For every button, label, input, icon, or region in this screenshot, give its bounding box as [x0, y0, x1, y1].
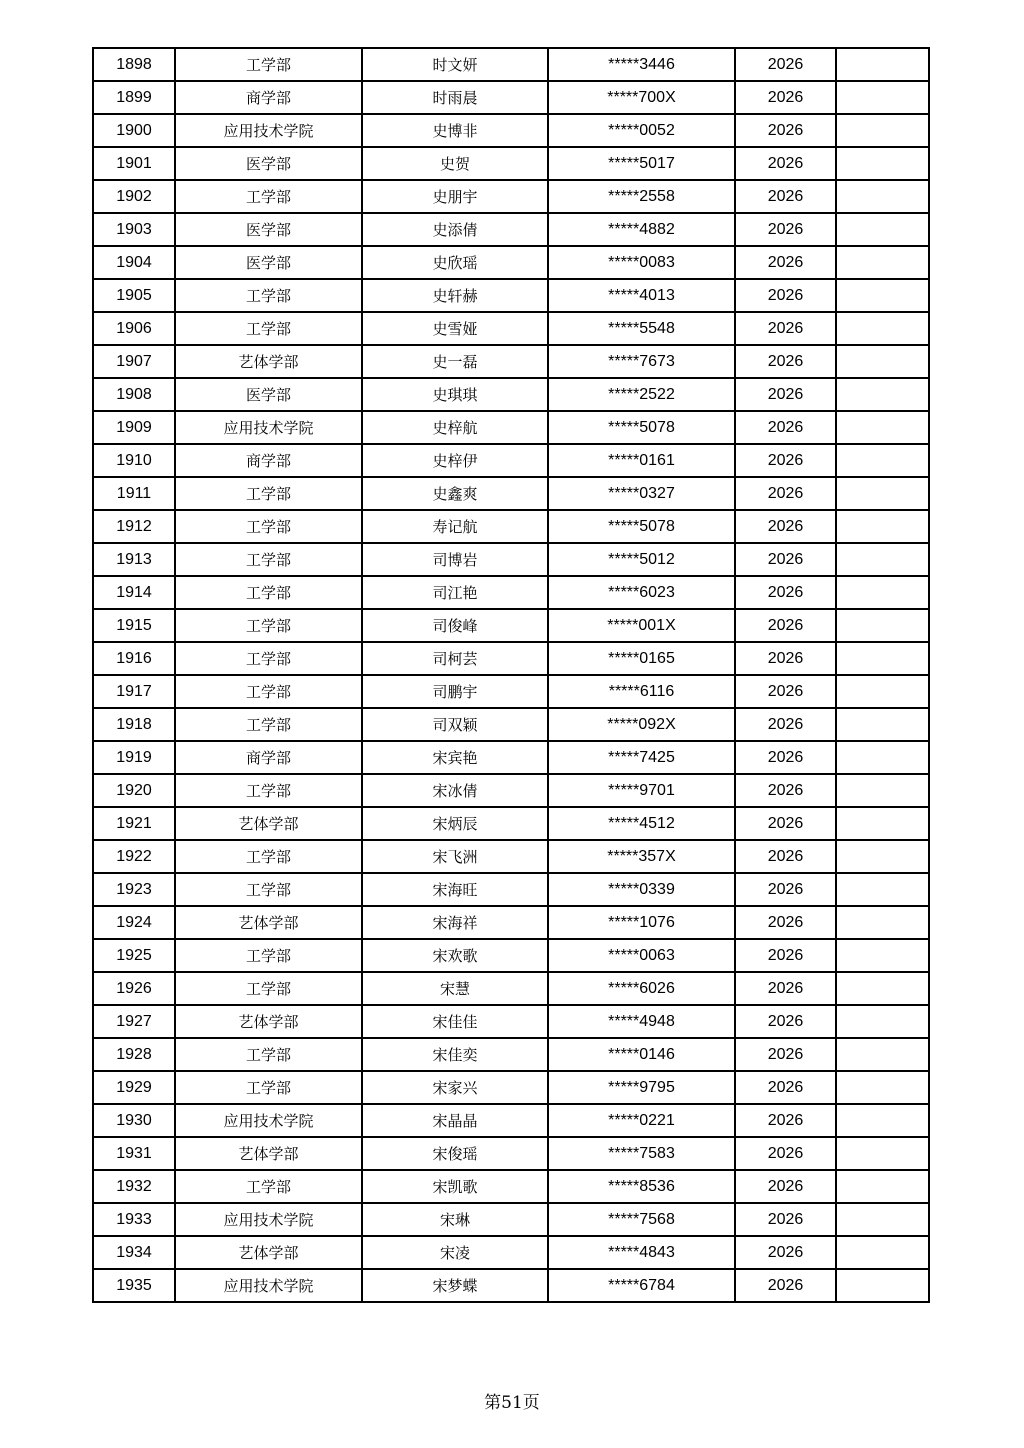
department-cell: 医学部: [175, 246, 362, 279]
department-cell: 医学部: [175, 378, 362, 411]
student-name-cell: 宋佳佳: [362, 1005, 548, 1038]
table-row: [93, 1269, 929, 1302]
year-cell: 2026: [735, 1236, 836, 1269]
table-row: [93, 642, 929, 675]
table-body: [93, 48, 929, 1302]
row-number-cell: 1904: [93, 246, 175, 279]
department-cell: 商学部: [175, 741, 362, 774]
student-name-cell: 史雪娅: [362, 312, 548, 345]
masked-id-cell: *****001X: [548, 609, 735, 642]
remarks-cell: [836, 510, 929, 543]
student-name-cell: 史一磊: [362, 345, 548, 378]
masked-id-cell: *****0161: [548, 444, 735, 477]
student-name-cell: 史博非: [362, 114, 548, 147]
row-number-cell: 1914: [93, 576, 175, 609]
table-row: [93, 312, 929, 345]
student-name-cell: 寿记航: [362, 510, 548, 543]
department-cell: 工学部: [175, 642, 362, 675]
department-cell: 工学部: [175, 939, 362, 972]
row-number-cell: 1908: [93, 378, 175, 411]
row-number-cell: 1930: [93, 1104, 175, 1137]
masked-id-cell: *****6116: [548, 675, 735, 708]
remarks-cell: [836, 1269, 929, 1302]
table-row: [93, 1137, 929, 1170]
row-number-cell: 1918: [93, 708, 175, 741]
remarks-cell: [836, 48, 929, 81]
table-row: [93, 48, 929, 81]
department-cell: 艺体学部: [175, 1236, 362, 1269]
student-name-cell: 宋俊瑶: [362, 1137, 548, 1170]
department-cell: 工学部: [175, 708, 362, 741]
student-name-cell: 宋慧: [362, 972, 548, 1005]
masked-id-cell: *****0327: [548, 477, 735, 510]
remarks-cell: [836, 1005, 929, 1038]
masked-id-cell: *****357X: [548, 840, 735, 873]
table-row: [93, 873, 929, 906]
row-number-cell: 1920: [93, 774, 175, 807]
year-cell: 2026: [735, 81, 836, 114]
row-number-cell: 1932: [93, 1170, 175, 1203]
row-number-cell: 1919: [93, 741, 175, 774]
row-number-cell: 1906: [93, 312, 175, 345]
year-cell: 2026: [735, 675, 836, 708]
student-name-cell: 时雨晨: [362, 81, 548, 114]
row-number-cell: 1903: [93, 213, 175, 246]
remarks-cell: [836, 1137, 929, 1170]
masked-id-cell: *****3446: [548, 48, 735, 81]
student-name-cell: 宋欢歌: [362, 939, 548, 972]
remarks-cell: [836, 180, 929, 213]
row-number-cell: 1921: [93, 807, 175, 840]
table-row: [93, 939, 929, 972]
row-number-cell: 1917: [93, 675, 175, 708]
row-number-cell: 1931: [93, 1137, 175, 1170]
remarks-cell: [836, 114, 929, 147]
row-number-cell: 1926: [93, 972, 175, 1005]
masked-id-cell: *****4843: [548, 1236, 735, 1269]
table-row: [93, 510, 929, 543]
masked-id-cell: *****5012: [548, 543, 735, 576]
department-cell: 工学部: [175, 1038, 362, 1071]
student-name-cell: 史梓航: [362, 411, 548, 444]
year-cell: 2026: [735, 972, 836, 1005]
remarks-cell: [836, 477, 929, 510]
department-cell: 艺体学部: [175, 807, 362, 840]
remarks-cell: [836, 1071, 929, 1104]
remarks-cell: [836, 675, 929, 708]
student-name-cell: 史轩赫: [362, 279, 548, 312]
masked-id-cell: *****2522: [548, 378, 735, 411]
row-number-cell: 1934: [93, 1236, 175, 1269]
year-cell: 2026: [735, 378, 836, 411]
remarks-cell: [836, 279, 929, 312]
department-cell: 工学部: [175, 972, 362, 1005]
row-number-cell: 1907: [93, 345, 175, 378]
row-number-cell: 1925: [93, 939, 175, 972]
year-cell: 2026: [735, 279, 836, 312]
remarks-cell: [836, 576, 929, 609]
masked-id-cell: *****7568: [548, 1203, 735, 1236]
table-row: [93, 1038, 929, 1071]
department-cell: 医学部: [175, 213, 362, 246]
student-name-cell: 司双颖: [362, 708, 548, 741]
remarks-cell: [836, 642, 929, 675]
year-cell: 2026: [735, 411, 836, 444]
department-cell: 应用技术学院: [175, 114, 362, 147]
year-cell: 2026: [735, 114, 836, 147]
year-cell: 2026: [735, 741, 836, 774]
department-cell: 工学部: [175, 1071, 362, 1104]
table-row: [93, 807, 929, 840]
student-name-cell: 宋琳: [362, 1203, 548, 1236]
remarks-cell: [836, 906, 929, 939]
masked-id-cell: *****7583: [548, 1137, 735, 1170]
masked-id-cell: *****0063: [548, 939, 735, 972]
student-name-cell: 司柯芸: [362, 642, 548, 675]
remarks-cell: [836, 411, 929, 444]
student-name-cell: 宋家兴: [362, 1071, 548, 1104]
row-number-cell: 1923: [93, 873, 175, 906]
masked-id-cell: *****6023: [548, 576, 735, 609]
student-name-cell: 史梓伊: [362, 444, 548, 477]
year-cell: 2026: [735, 873, 836, 906]
remarks-cell: [836, 444, 929, 477]
year-cell: 2026: [735, 708, 836, 741]
row-number-cell: 1916: [93, 642, 175, 675]
row-number-cell: 1913: [93, 543, 175, 576]
row-number-cell: 1900: [93, 114, 175, 147]
row-number-cell: 1898: [93, 48, 175, 81]
table-row: [93, 609, 929, 642]
student-name-cell: 宋晶晶: [362, 1104, 548, 1137]
year-cell: 2026: [735, 642, 836, 675]
student-name-cell: 宋飞洲: [362, 840, 548, 873]
row-number-cell: 1928: [93, 1038, 175, 1071]
row-number-cell: 1935: [93, 1269, 175, 1302]
remarks-cell: [836, 1038, 929, 1071]
remarks-cell: [836, 873, 929, 906]
table-row: [93, 675, 929, 708]
row-number-cell: 1924: [93, 906, 175, 939]
student-name-cell: 宋佳奕: [362, 1038, 548, 1071]
masked-id-cell: *****6784: [548, 1269, 735, 1302]
remarks-cell: [836, 939, 929, 972]
table-row: [93, 741, 929, 774]
year-cell: 2026: [735, 48, 836, 81]
student-name-cell: 司鹏宇: [362, 675, 548, 708]
student-name-cell: 司江艳: [362, 576, 548, 609]
remarks-cell: [836, 1203, 929, 1236]
year-cell: 2026: [735, 477, 836, 510]
remarks-cell: [836, 543, 929, 576]
masked-id-cell: *****5078: [548, 510, 735, 543]
row-number-cell: 1915: [93, 609, 175, 642]
table-row: [93, 840, 929, 873]
row-number-cell: 1922: [93, 840, 175, 873]
masked-id-cell: *****7673: [548, 345, 735, 378]
student-name-cell: 史鑫爽: [362, 477, 548, 510]
student-name-cell: 司博岩: [362, 543, 548, 576]
table-row: [93, 1170, 929, 1203]
student-name-cell: 宋凯歌: [362, 1170, 548, 1203]
masked-id-cell: *****1076: [548, 906, 735, 939]
department-cell: 工学部: [175, 1170, 362, 1203]
remarks-cell: [836, 345, 929, 378]
table-row: [93, 279, 929, 312]
table-row: [93, 774, 929, 807]
masked-id-cell: *****9701: [548, 774, 735, 807]
department-cell: 艺体学部: [175, 906, 362, 939]
table-row: [93, 1203, 929, 1236]
year-cell: 2026: [735, 444, 836, 477]
year-cell: 2026: [735, 1071, 836, 1104]
year-cell: 2026: [735, 510, 836, 543]
year-cell: 2026: [735, 246, 836, 279]
department-cell: 工学部: [175, 873, 362, 906]
masked-id-cell: *****9795: [548, 1071, 735, 1104]
student-name-cell: 宋宾艳: [362, 741, 548, 774]
table-row: [93, 1005, 929, 1038]
masked-id-cell: *****0052: [548, 114, 735, 147]
masked-id-cell: *****0165: [548, 642, 735, 675]
student-name-cell: 宋炳辰: [362, 807, 548, 840]
masked-id-cell: *****5548: [548, 312, 735, 345]
masked-id-cell: *****0083: [548, 246, 735, 279]
remarks-cell: [836, 609, 929, 642]
table-row: [93, 114, 929, 147]
remarks-cell: [836, 741, 929, 774]
table-row: [93, 378, 929, 411]
department-cell: 艺体学部: [175, 345, 362, 378]
year-cell: 2026: [735, 576, 836, 609]
row-number-cell: 1912: [93, 510, 175, 543]
year-cell: 2026: [735, 1203, 836, 1236]
department-cell: 艺体学部: [175, 1005, 362, 1038]
year-cell: 2026: [735, 213, 836, 246]
masked-id-cell: *****5078: [548, 411, 735, 444]
student-name-cell: 时文妍: [362, 48, 548, 81]
table-row: [93, 1104, 929, 1137]
student-name-cell: 宋凌: [362, 1236, 548, 1269]
student-name-cell: 宋冰倩: [362, 774, 548, 807]
student-name-cell: 宋海旺: [362, 873, 548, 906]
masked-id-cell: *****4948: [548, 1005, 735, 1038]
department-cell: 工学部: [175, 576, 362, 609]
year-cell: 2026: [735, 840, 836, 873]
remarks-cell: [836, 774, 929, 807]
masked-id-cell: *****4512: [548, 807, 735, 840]
masked-id-cell: *****0339: [548, 873, 735, 906]
year-cell: 2026: [735, 609, 836, 642]
page-number: 第51页: [484, 1393, 540, 1413]
table-row: [93, 906, 929, 939]
department-cell: 工学部: [175, 774, 362, 807]
student-name-cell: 宋海祥: [362, 906, 548, 939]
year-cell: 2026: [735, 1005, 836, 1038]
year-cell: 2026: [735, 1137, 836, 1170]
student-list-table-container: [92, 47, 928, 1303]
table-row: [93, 411, 929, 444]
student-name-cell: 司俊峰: [362, 609, 548, 642]
department-cell: 工学部: [175, 840, 362, 873]
masked-id-cell: *****2558: [548, 180, 735, 213]
year-cell: 2026: [735, 312, 836, 345]
student-name-cell: 史欣瑶: [362, 246, 548, 279]
department-cell: 艺体学部: [175, 1137, 362, 1170]
table-row: [93, 180, 929, 213]
department-cell: 工学部: [175, 279, 362, 312]
department-cell: 医学部: [175, 147, 362, 180]
row-number-cell: 1910: [93, 444, 175, 477]
remarks-cell: [836, 1170, 929, 1203]
table-row: [93, 708, 929, 741]
remarks-cell: [836, 246, 929, 279]
year-cell: 2026: [735, 180, 836, 213]
student-name-cell: 宋梦蝶: [362, 1269, 548, 1302]
year-cell: 2026: [735, 543, 836, 576]
year-cell: 2026: [735, 939, 836, 972]
department-cell: 工学部: [175, 543, 362, 576]
department-cell: 应用技术学院: [175, 411, 362, 444]
masked-id-cell: *****5017: [548, 147, 735, 180]
masked-id-cell: *****6026: [548, 972, 735, 1005]
remarks-cell: [836, 840, 929, 873]
year-cell: 2026: [735, 1269, 836, 1302]
student-list-table: [92, 47, 930, 1303]
remarks-cell: [836, 1236, 929, 1269]
year-cell: 2026: [735, 345, 836, 378]
table-row: [93, 477, 929, 510]
department-cell: 工学部: [175, 312, 362, 345]
department-cell: 工学部: [175, 477, 362, 510]
table-row: [93, 1071, 929, 1104]
masked-id-cell: *****4882: [548, 213, 735, 246]
department-cell: 商学部: [175, 444, 362, 477]
masked-id-cell: *****0146: [548, 1038, 735, 1071]
remarks-cell: [836, 81, 929, 114]
year-cell: 2026: [735, 1170, 836, 1203]
student-name-cell: 史琪琪: [362, 378, 548, 411]
masked-id-cell: *****092X: [548, 708, 735, 741]
row-number-cell: 1929: [93, 1071, 175, 1104]
remarks-cell: [836, 147, 929, 180]
table-row: [93, 81, 929, 114]
remarks-cell: [836, 807, 929, 840]
table-row: [93, 246, 929, 279]
remarks-cell: [836, 1104, 929, 1137]
department-cell: 应用技术学院: [175, 1104, 362, 1137]
table-row: [93, 147, 929, 180]
department-cell: 工学部: [175, 675, 362, 708]
year-cell: 2026: [735, 1104, 836, 1137]
table-row: [93, 576, 929, 609]
table-row: [93, 1236, 929, 1269]
table-row: [93, 543, 929, 576]
department-cell: 应用技术学院: [175, 1203, 362, 1236]
remarks-cell: [836, 213, 929, 246]
year-cell: 2026: [735, 906, 836, 939]
department-cell: 工学部: [175, 510, 362, 543]
table-row: [93, 972, 929, 1005]
masked-id-cell: *****700X: [548, 81, 735, 114]
row-number-cell: 1911: [93, 477, 175, 510]
masked-id-cell: *****8536: [548, 1170, 735, 1203]
masked-id-cell: *****0221: [548, 1104, 735, 1137]
remarks-cell: [836, 972, 929, 1005]
department-cell: 工学部: [175, 609, 362, 642]
masked-id-cell: *****7425: [548, 741, 735, 774]
table-row: [93, 213, 929, 246]
row-number-cell: 1901: [93, 147, 175, 180]
table-row: [93, 444, 929, 477]
remarks-cell: [836, 708, 929, 741]
row-number-cell: 1905: [93, 279, 175, 312]
department-cell: 工学部: [175, 48, 362, 81]
row-number-cell: 1909: [93, 411, 175, 444]
remarks-cell: [836, 312, 929, 345]
row-number-cell: 1899: [93, 81, 175, 114]
row-number-cell: 1933: [93, 1203, 175, 1236]
table-row: [93, 345, 929, 378]
student-name-cell: 史添倩: [362, 213, 548, 246]
year-cell: 2026: [735, 147, 836, 180]
year-cell: 2026: [735, 807, 836, 840]
department-cell: 工学部: [175, 180, 362, 213]
year-cell: 2026: [735, 1038, 836, 1071]
student-name-cell: 史贺: [362, 147, 548, 180]
department-cell: 商学部: [175, 81, 362, 114]
masked-id-cell: *****4013: [548, 279, 735, 312]
remarks-cell: [836, 378, 929, 411]
row-number-cell: 1927: [93, 1005, 175, 1038]
row-number-cell: 1902: [93, 180, 175, 213]
year-cell: 2026: [735, 774, 836, 807]
student-name-cell: 史朋宇: [362, 180, 548, 213]
department-cell: 应用技术学院: [175, 1269, 362, 1302]
